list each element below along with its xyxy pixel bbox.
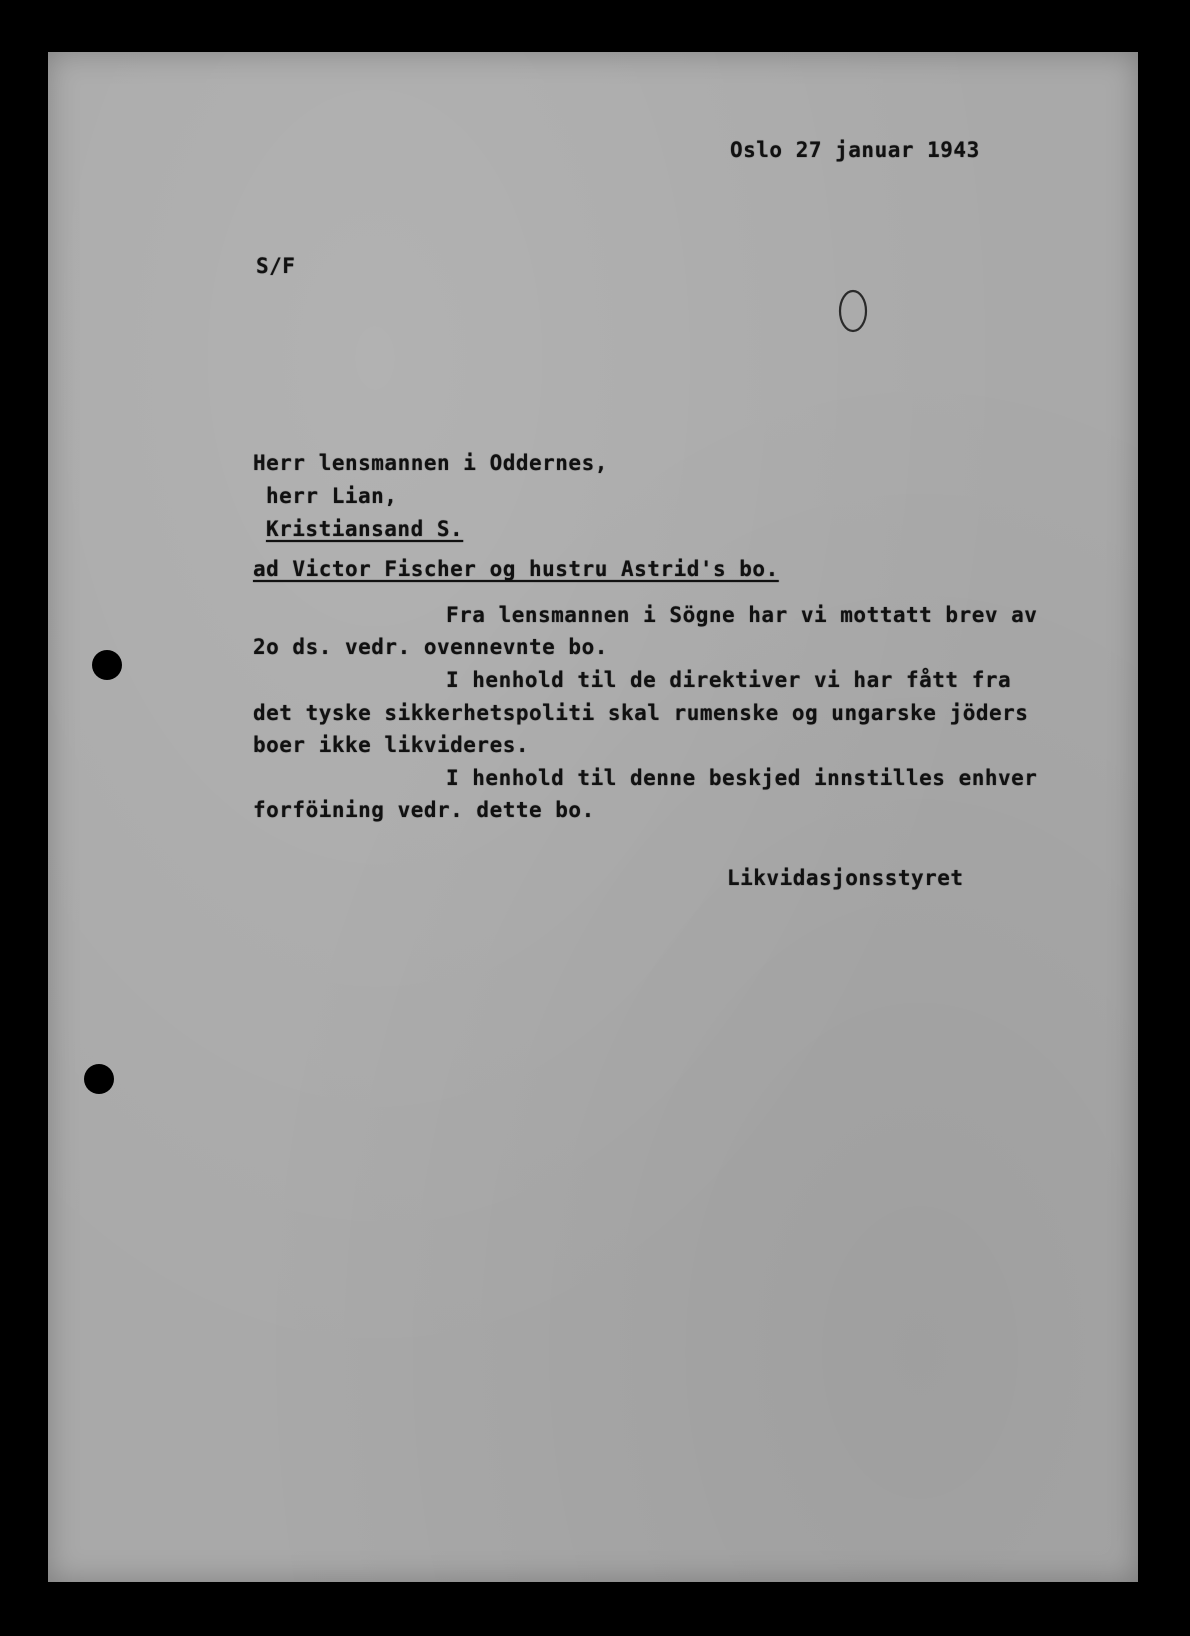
punch-hole [92,650,122,680]
body-line: boer ikke likvideres. [253,733,530,757]
handwritten-mark [836,288,870,334]
body-line: det tyske sikkerhetspoliti skal rumenske og ungarske jöders [253,701,1029,725]
body-line: I henhold til de direktiver vi har fått fra [446,668,1012,692]
punch-hole [84,1064,114,1094]
body-line: 2o ds. vedr. ovennevnte bo. [253,635,608,659]
reference-code: S/F [256,254,296,278]
recipient-line-3: Kristiansand S. [266,517,464,541]
recipient-line-2: herr Lian, [266,484,398,508]
body-line: Fra lensmannen i Sögne har vi mottatt brev av [446,603,1038,627]
signature: Likvidasjonsstyret [727,866,964,890]
letter-subject: ad Victor Fischer og hustru Astrid's bo. [253,557,779,581]
body-line: I henhold til denne beskjed innstilles enhver [446,766,1038,790]
letter-date: Oslo 27 januar 1943 [730,138,980,162]
recipient-line-1: Herr lensmannen i Oddernes, [253,451,608,475]
body-line: forföining vedr. dette bo. [253,798,595,822]
